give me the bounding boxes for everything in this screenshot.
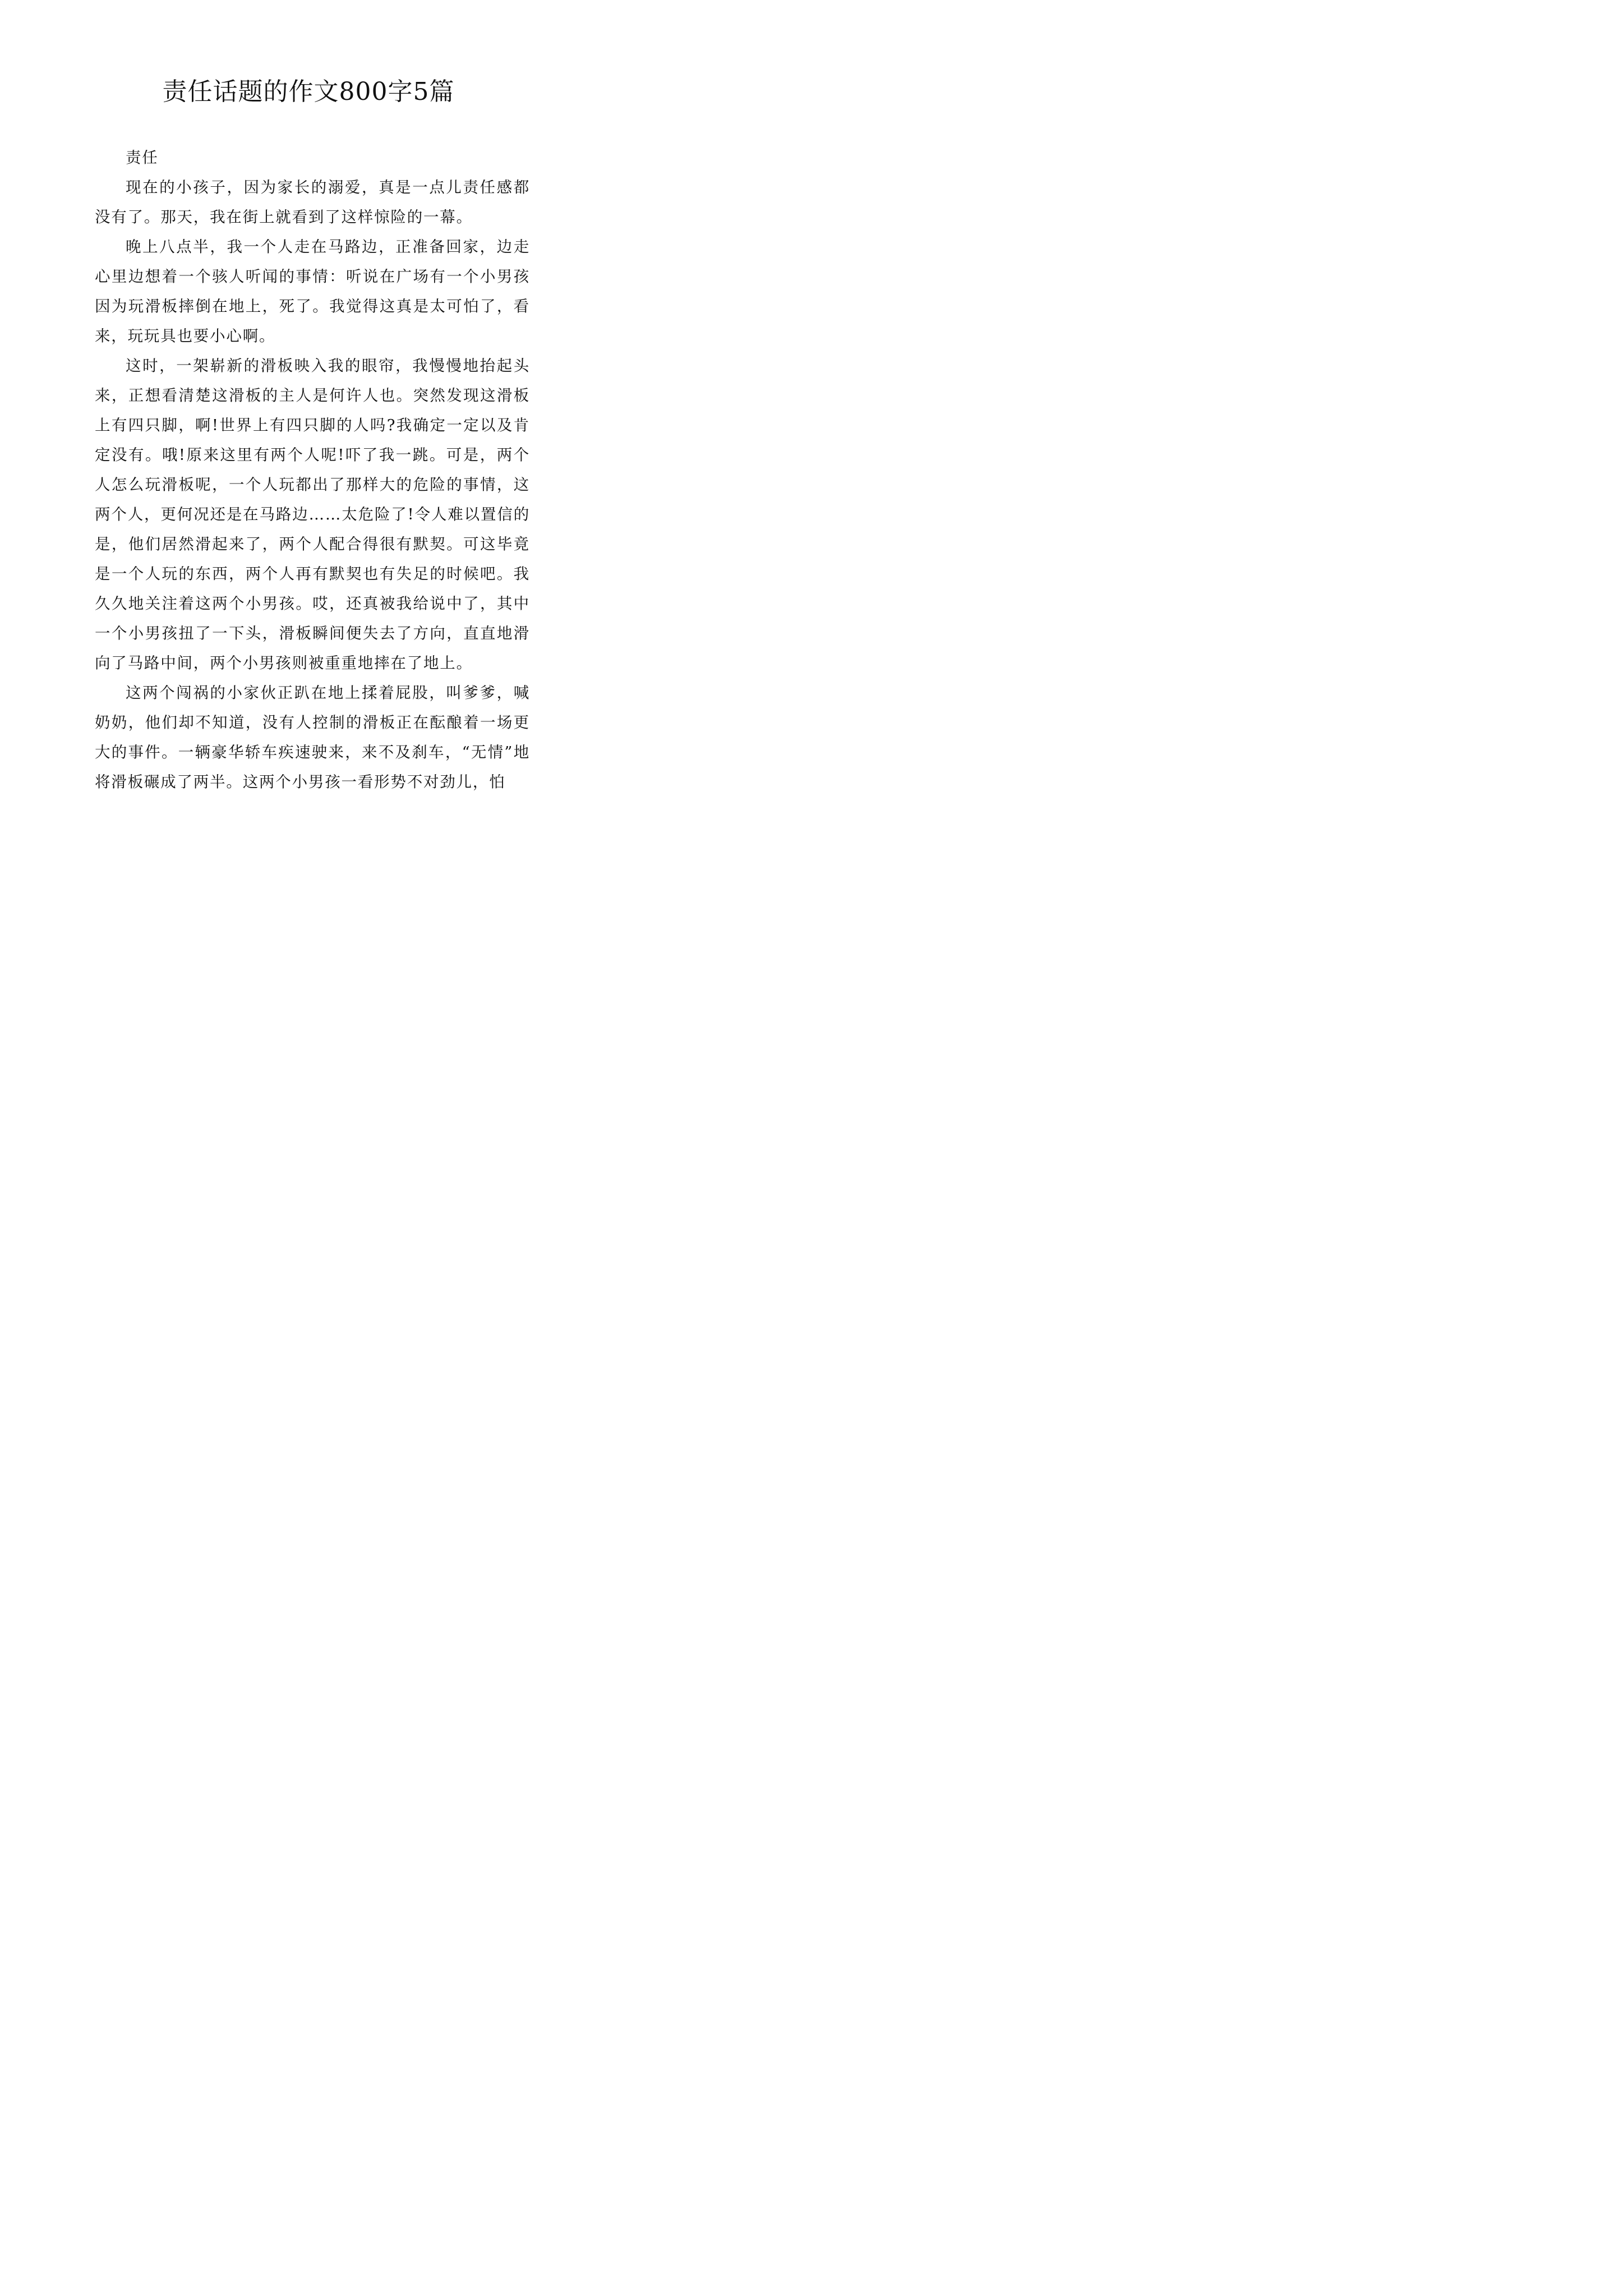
document-body	[95, 143, 530, 797]
paragraph: 这时，一架崭新的滑板映入我的眼帘，我慢慢地抬起头来，正想看清楚这滑板的主人是何许人也。突然发现这滑板上有四只脚，啊!世界上有四只脚的人吗?我确定一定以及肯定没有。哦!原来这里有两个人呢!吓了我一跳。可是，两个人怎么玩滑板呢，一个人玩都出了那样大的危险的事情，这两个人，更何况还是在马路边……太危险了!令人难以置信的是，他们居然滑起来了，两个人配合得很有默契。可这毕竟是一个人玩的东西，两个人再有默契也有失足的时候吧。我久久地关注着这两个小男孩。哎，还真被我给说中了，其中一个小男孩扭了一下头，滑板瞬间便失去了方向，直直地滑向了马路中间，两个小男孩则被重重地摔在了地上。	[95, 357, 530, 672]
paragraph-heading: 责任	[126, 149, 159, 167]
paragraph: 晚上八点半，我一个人走在马路边，正准备回家，边走心里边想着一个骇人听闻的事情：听说在广场有一个小男孩因为玩滑板摔倒在地上，死了。我觉得这真是太可怕了，看来，玩玩具也要小心啊。	[95, 238, 530, 345]
paragraph: 这两个闯祸的小家伙正趴在地上揉着屁股，叫爹爹，喊奶奶，他们却不知道，没有人控制的滑板正在酝酿着一场更大的事件。一辆豪华轿车疾速驶来，来不及刹车，“无情”地将滑板碾成了两半。这两个小男孩一看形势不对劲儿，怕	[95, 684, 530, 791]
document-page	[0, 0, 617, 873]
document-title: 责任话题的作文800字5篇	[162, 77, 455, 106]
paragraph: 现在的小孩子，因为家长的溺爱，真是一点儿责任感都没有了。那天，我在街上就看到了这样惊险的一幕。	[95, 178, 530, 226]
